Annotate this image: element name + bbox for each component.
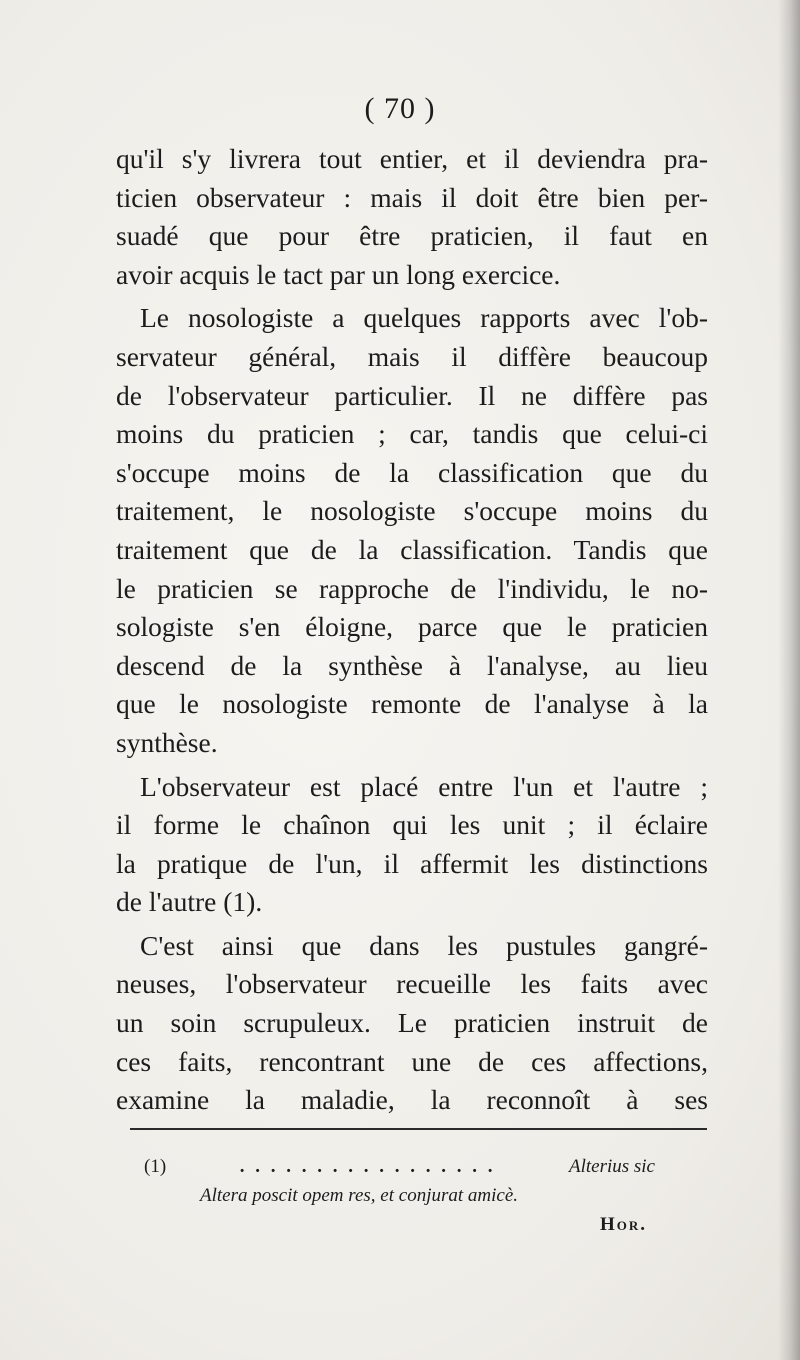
text-line: servateur général, mais il diffère beaucoup: [116, 340, 708, 372]
text-line: un soin scrupuleux. Le praticien instruit de: [116, 1007, 708, 1039]
paragraph: [116, 140, 708, 294]
text-line: le praticien se rapproche de l'individu, le no-: [116, 572, 708, 604]
footnote-quote-line-1: Alterius sic: [568, 1156, 655, 1177]
text-line: traitement que de la classification. Tandis que: [116, 533, 708, 565]
text-line: Le nosologiste a quelques rapports avec l'ob-: [140, 302, 708, 334]
text-line: descend de la synthèse à l'analyse, au lieu: [116, 649, 708, 681]
paragraph: [116, 927, 708, 1120]
text-line: examine la maladie, la reconnoît à ses: [116, 1084, 708, 1116]
text-line: ces faits, rencontrant une de ces affections,: [116, 1045, 708, 1077]
text-line: de l'observateur particulier. Il ne diffère pas: [116, 379, 708, 411]
text-line: qu'il s'y livrera tout entier, et il deviendra pra-: [116, 143, 708, 174]
text-line: de l'autre (1).: [116, 886, 263, 918]
text-line: L'observateur est placé entre l'un et l'autre ;: [140, 770, 708, 802]
footnote-ellipsis: . . . . . . . . . . . . . . . . .: [239, 1156, 496, 1177]
footnote-rule: [130, 1128, 707, 1130]
body-text: [116, 140, 708, 1120]
page-number: ( 70 ): [364, 92, 436, 125]
text-line: C'est ainsi que dans les pustules gangré-: [140, 929, 708, 961]
page-edge-shadow: [778, 0, 800, 1360]
text-line: que le nosologiste remonte de l'analyse à la: [116, 688, 708, 720]
footnote-quote-line-2: Altera poscit opem res, et conjurat amicè.: [200, 1185, 519, 1206]
text-line: sologiste s'en éloigne, parce que le praticien: [116, 611, 708, 643]
text-line: synthèse.: [116, 726, 218, 758]
text-line: moins du praticien ; car, tandis que celui-ci: [116, 418, 708, 450]
text-line: suadé que pour être praticien, il faut en: [116, 220, 708, 252]
text-line: avoir acquis le tact par un long exercice.: [116, 258, 561, 290]
paragraph: [116, 299, 708, 762]
text-line: il forme le chaînon qui les unit ; il éclaire: [116, 809, 708, 841]
text-line: ticien observateur : mais il doit être bien per-: [116, 181, 708, 213]
text-line: la pratique de l'un, il affermit les distinctions: [116, 847, 708, 879]
paragraph: [116, 768, 708, 922]
text-line: neuses, l'observateur recueille les faits avec: [116, 968, 708, 1000]
footnote-marker: (1): [144, 1156, 167, 1177]
footnote: [130, 1152, 707, 1239]
text-line: traitement, le nosologiste s'occupe moins du: [116, 495, 708, 527]
text-line: s'occupe moins de la classification que du: [116, 456, 708, 488]
footnote-attribution: Hor.: [599, 1214, 647, 1235]
